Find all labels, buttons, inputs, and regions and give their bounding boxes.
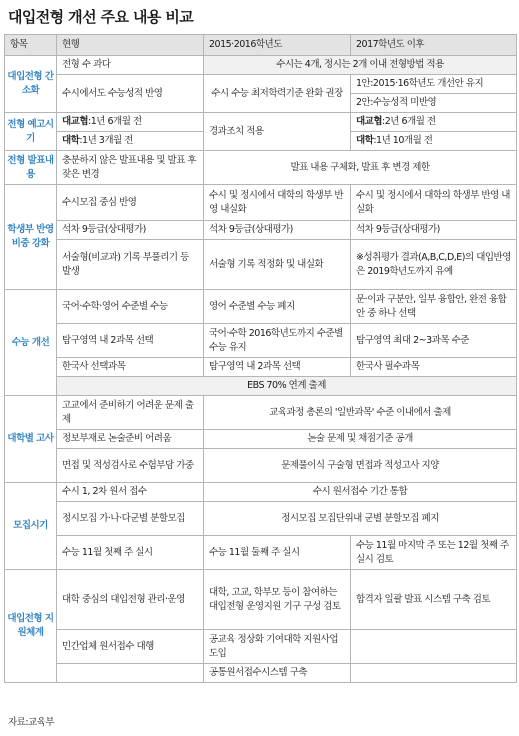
table-row [5,113,517,132]
cell-2015: 탐구영역 내 2과목 선택 [204,358,351,377]
table-row [5,56,517,75]
cell-current [57,132,204,151]
cell-2017: 2안:수능성적 미반영 [351,94,517,113]
cell-text: :1년 10개월 전 [373,135,433,146]
cell-label-bold: 대교협 [62,116,89,127]
cell-current: 수시모집 중심 반영 [57,185,204,221]
cell-current: 전형 수 과다 [57,56,204,75]
cell-2017: 수능 11월 마지막 주 또는 12월 첫째 주 실시 검토 [351,536,517,570]
header-2017: 2017학년도 이후 [351,35,517,56]
table-row [5,449,517,483]
cell-merged: 발표 내용 구체화, 발표 후 변경 제한 [204,151,517,185]
category-label: 대입전형 간소화 [5,56,57,113]
cell-2017: 석차 9등급(상대평가) [351,221,517,240]
cell-2015: 수시 수능 최저학력기준 완화 권장 [204,75,351,113]
table-row [5,324,517,358]
table-row [5,502,517,536]
cell-2015: 영어 수준별 수능 폐지 [204,290,351,324]
category-label: 수능 개선 [5,290,57,396]
category-label: 대입전형 지원체계 [5,570,57,683]
cell-2017: 탐구영역 최대 2~3과목 수준 [351,324,517,358]
cell-2015: 경과조치 적용 [204,113,351,151]
category-label: 대학별 고사 [5,396,57,483]
table-row [5,75,517,94]
table-row [5,570,517,630]
category-label: 전형 발표내용 [5,151,57,185]
table-row [5,664,517,683]
table-row [5,151,517,185]
cell-2017: 1안:2015·16학년도 개선안 유지 [351,75,517,94]
page-title: 대입전형 개선 주요 내용 비교 [8,8,194,26]
table-row [5,483,517,502]
cell-2015: 수능 11월 둘째 주 실시 [204,536,351,570]
cell-current: 정보부재로 논술준비 어려움 [57,430,204,449]
category-label: 모집시기 [5,483,57,570]
cell-current: 국어·수학·영어 수준별 수능 [57,290,204,324]
table-row [5,240,517,290]
cell-merged: 수시는 4개, 정시는 2개 이내 전형방법 적용 [204,56,517,75]
cell-merged: 논술 문제 및 채점기준 공개 [204,430,517,449]
table-row [5,290,517,324]
table-row [5,377,517,396]
cell-merged: 문제풀이식 구술형 면접과 적성고사 지양 [204,449,517,483]
cell-2015: 공통원서접수시스템 구축 [204,664,351,683]
cell-current: 한국사 선택과목 [57,358,204,377]
cell-2017: 한국사 필수과목 [351,358,517,377]
table-row [5,185,517,221]
cell-current: 고교에서 준비하기 어려운 문제 출제 [57,396,204,430]
cell-2015: 수시 및 정시에서 대학의 학생부 반영 내실화 [204,185,351,221]
header-category: 항목 [5,35,57,56]
category-label: 학생부 반영 비중 강화 [5,185,57,290]
table-row [5,221,517,240]
cell-label-bold: 대학 [62,135,80,146]
cell-current: 대학 중심의 대입전형 관리·운영 [57,570,204,630]
cell-current [57,664,204,683]
cell-text: :1년 3개월 전 [79,135,133,146]
cell-current: 민간업체 원서접수 대행 [57,630,204,664]
cell-2015: 공교육 정상화 기여대학 지원사업 도입 [204,630,351,664]
comparison-table [4,34,517,683]
cell-2015: 서술형 기록 적정화 및 내실화 [204,240,351,290]
cell-2017 [351,113,517,132]
cell-2017: 합격자 일괄 발표 시스템 구축 검토 [351,570,517,630]
table-row [5,430,517,449]
cell-current: 석차 9등급(상대평가) [57,221,204,240]
cell-2017 [351,630,517,664]
cell-text: :1년 6개월 전 [88,116,142,127]
cell-2015: 국어·수학 2016학년도까지 수준별 수능 유지 [204,324,351,358]
cell-current: 수시에서도 수능성적 반영 [57,75,204,113]
header-current: 현행 [57,35,204,56]
cell-2017: ※성취평가 결과(A,B,C,D,E)의 대입반영은 2019학년도까지 유예 [351,240,517,290]
category-label: 전형 예고시기 [5,113,57,151]
cell-current [57,113,204,132]
table-row [5,536,517,570]
table-row [5,396,517,430]
cell-2015: 대학, 고교, 학부모 등이 참여하는 대입전형 운영지원 기구 구성 검토 [204,570,351,630]
table-row [5,630,517,664]
cell-2017: 문·이과 구분안, 일부 융합안, 완전 융합안 중 하나 선택 [351,290,517,324]
cell-current: 수능 11월 첫째 주 실시 [57,536,204,570]
cell-current: 충분하지 않은 발표내용 및 발표 후 잦은 변경 [57,151,204,185]
cell-label-bold: 대교협 [356,116,383,127]
cell-2017 [351,132,517,151]
cell-label-bold: 대학 [356,135,374,146]
cell-current: 탐구영역 내 2과목 선택 [57,324,204,358]
cell-current: 면접 및 적성검사로 수험부담 가중 [57,449,204,483]
header-2015: 2015·2016학년도 [204,35,351,56]
cell-2017: 수시 및 정시에서 대학의 학생부 반영 내실화 [351,185,517,221]
cell-merged: 교육과정 총론의 '일반과목' 수준 이내에서 출제 [204,396,517,430]
cell-current: 정시모집 가·나·다군별 분할모집 [57,502,204,536]
cell-text: :2년 6개월 전 [382,116,436,127]
table-row [5,358,517,377]
source-note: 자료:교육부 [8,717,55,728]
cell-merged: 수시 원서접수 기간 통합 [204,483,517,502]
cell-current: 수시 1, 2차 원서 접수 [57,483,204,502]
cell-merged: 정시모집 모집단위내 군별 분할모집 폐지 [204,502,517,536]
cell-current: 서술형(비교과) 기록 부풀리기 등 발생 [57,240,204,290]
cell-2017 [351,664,517,683]
cell-merged: EBS 70% 연계 출제 [57,377,517,396]
header-row [5,35,517,56]
cell-2015: 석차 9등급(상대평가) [204,221,351,240]
